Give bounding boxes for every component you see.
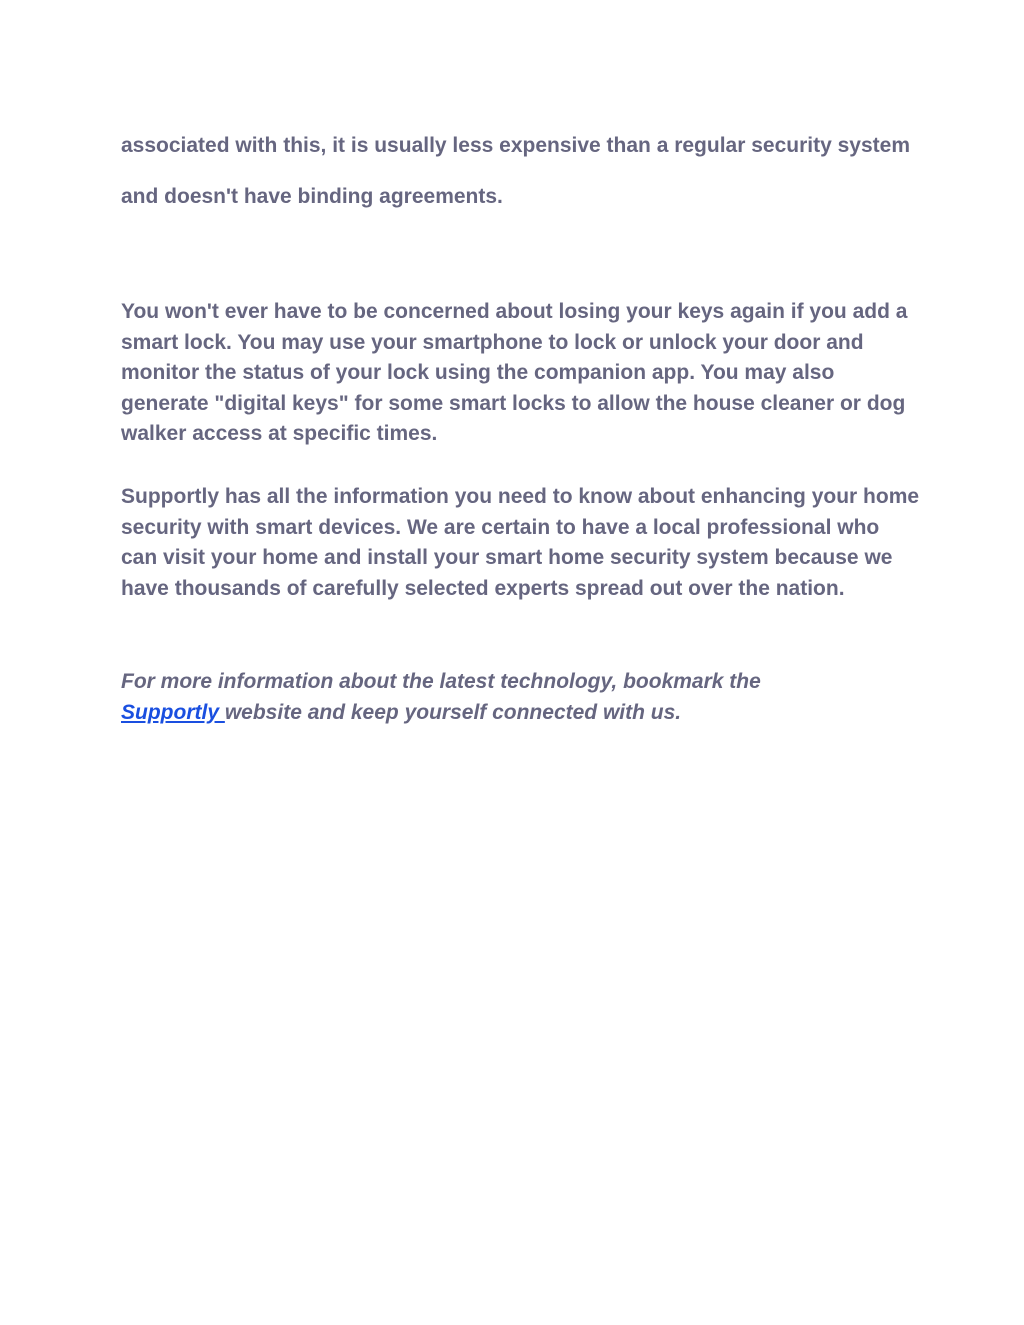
paragraph-closing — [121, 667, 921, 728]
paragraph-smart-lock: You won't ever have to be concerned about losing your keys again if you add a smart lock. You may use your smartphone to lock or unlock your door and monitor the status of your lock using the companion app. You may also generate "digital keys" for some smart locks to allow the house cleaner or dog walker access at specific times. — [121, 300, 908, 445]
closing-tail-text: website and keep yourself connected with us. — [224, 700, 682, 724]
paragraph-supportly-info: Supportly has all the information you need to know about enhancing your home security with smart devices. We are certain to have a local professional who can visit your home and install your smart home security system because we have thousands of carefully selected experts spread out over the nation. — [121, 485, 920, 600]
supportly-link[interactable]: Supportly — [121, 700, 225, 724]
paragraph-continuation: associated with this, it is usually less expensive than a regular security system and doesn't have binding agreements. — [121, 134, 910, 208]
closing-lead-text: For more information about the latest technology, bookmark the — [121, 670, 761, 693]
